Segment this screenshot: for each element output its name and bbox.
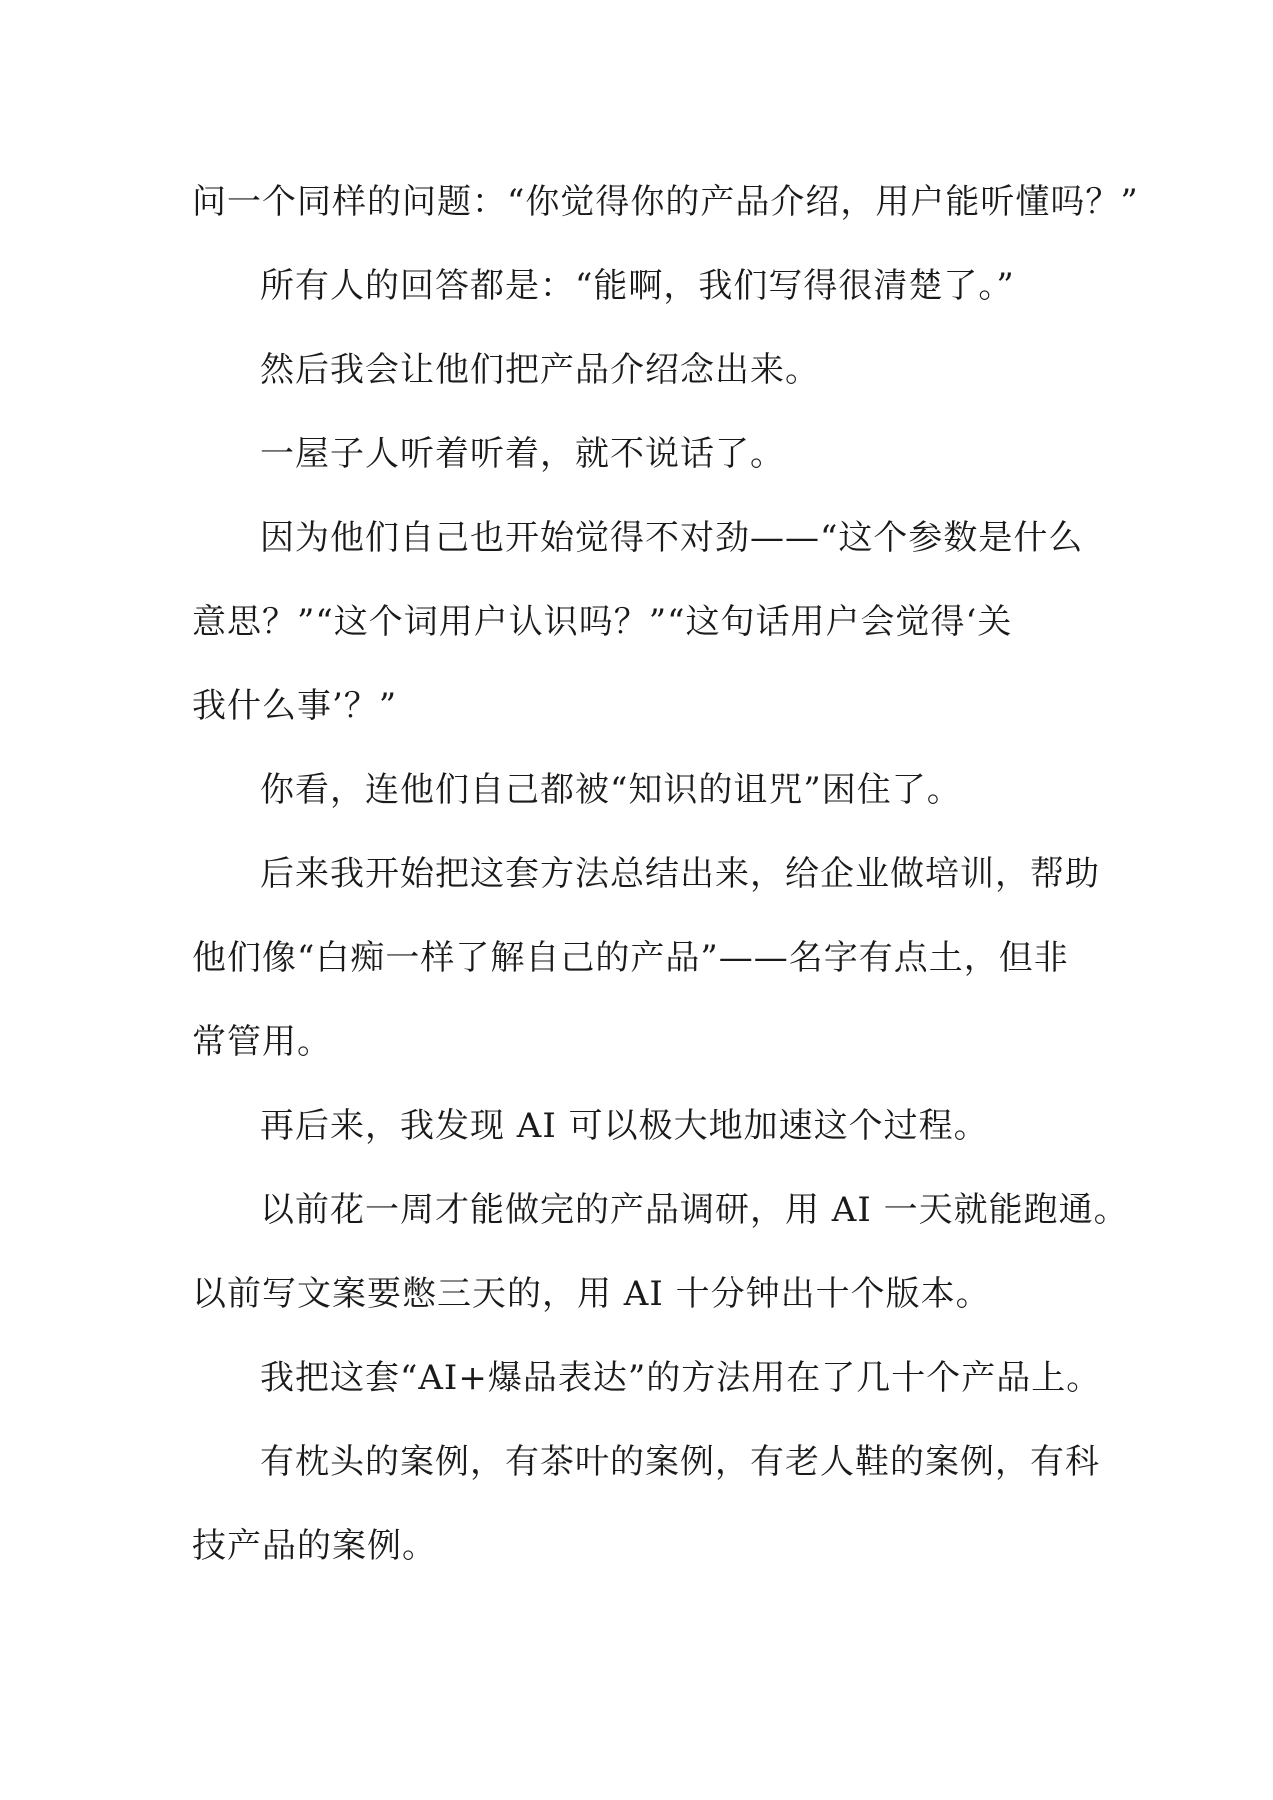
text-line: 所有人的回答都是：“能啊，我们写得很清楚了。” xyxy=(260,266,1015,306)
paragraph-9 xyxy=(192,1168,1129,1336)
text-line: 你看，连他们自己都被“知识的诅咒”困住了。 xyxy=(260,770,962,810)
text-line: 一屋子人听着听着，就不说话了。 xyxy=(260,434,785,474)
text-line: 有枕头的案例，有茶叶的案例，有老人鞋的案例，有科 xyxy=(260,1442,1100,1482)
text-line: 问一个同样的问题：“你觉得你的产品介绍，用户能听懂吗？” xyxy=(192,182,1139,222)
paragraph-6 xyxy=(192,748,1092,832)
paragraph-2 xyxy=(192,244,1092,328)
paragraph-8 xyxy=(192,1084,1092,1168)
paragraph-10 xyxy=(192,1336,1102,1420)
text-line: 再后来，我发现 AI 可以极大地加速这个过程。 xyxy=(260,1106,989,1146)
text-line: 常管用。 xyxy=(192,1022,332,1062)
paragraph-4 xyxy=(192,412,1092,496)
paragraph-1 xyxy=(192,160,1139,244)
paragraph-11 xyxy=(192,1420,1100,1588)
text-line: 以前写文案要憋三天的，用 AI 十分钟出十个版本。 xyxy=(192,1274,991,1314)
text-line: 以前花一周才能做完的产品调研，用 AI 一天就能跑通。 xyxy=(260,1190,1129,1230)
text-line: 技产品的案例。 xyxy=(192,1526,437,1566)
text-line: 他们像“白痴一样了解自己的产品”——名字有点土，但非 xyxy=(192,938,1069,978)
paragraph-7 xyxy=(192,832,1100,1084)
text-line: 因为他们自己也开始觉得不对劲——“这个参数是什么 xyxy=(260,518,1084,558)
text-line: 我把这套“AI+爆品表达”的方法用在了几十个产品上。 xyxy=(260,1358,1102,1398)
text-line: 意思？”“这个词用户认识吗？”“这句话用户会觉得‘关 xyxy=(192,602,1013,642)
text-line: 后来我开始把这套方法总结出来，给企业做培训，帮助 xyxy=(260,854,1100,894)
paragraph-5 xyxy=(192,496,1092,748)
body-text xyxy=(192,160,1139,1588)
text-line: 然后我会让他们把产品介绍念出来。 xyxy=(260,350,820,390)
paragraph-3 xyxy=(192,328,1092,412)
text-line: 我什么事’？” xyxy=(192,686,398,726)
